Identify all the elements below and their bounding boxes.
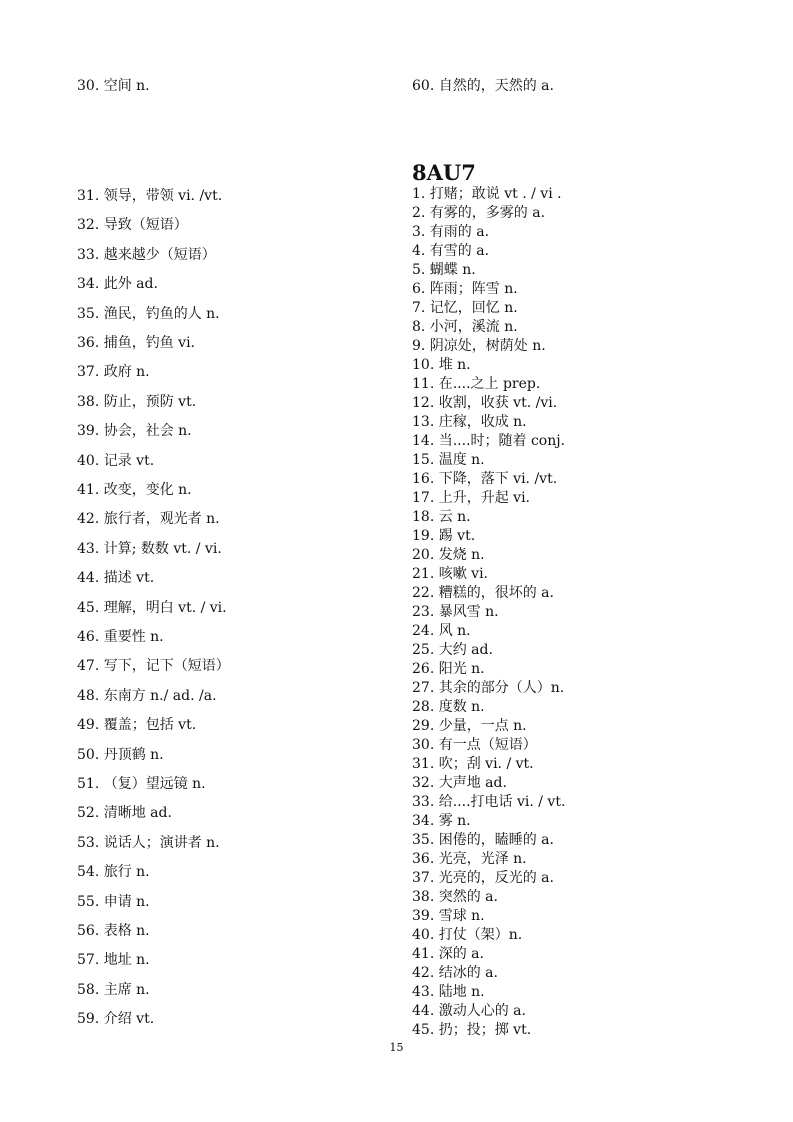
list-item: 43. 计算; 数数 vt. / vi.	[77, 540, 222, 557]
vocab-item-60: 60. 自然的，天然的 a.	[412, 78, 554, 94]
vocab-item-30: 30. 空间 n.	[77, 78, 150, 94]
list-item: 35. 渔民，钓鱼的人 n.	[77, 305, 220, 322]
list-item: 9. 阴凉处，树荫处 n.	[412, 338, 546, 354]
list-item: 2. 有雾的，多雾的 a.	[412, 205, 546, 221]
list-item: 32. 导致（短语）	[77, 217, 188, 234]
list-item: 6. 阵雨；阵雪 n.	[412, 281, 518, 297]
list-item: 34. 雾 n.	[412, 813, 471, 829]
list-item: 55. 申请 n.	[77, 893, 150, 910]
list-item: 58. 主席 n.	[77, 981, 150, 998]
list-item: 3. 有雨的 a.	[412, 224, 490, 240]
list-item: 24. 风 n.	[412, 623, 471, 639]
list-item: 20. 发烧 n.	[412, 547, 485, 563]
list-item: 44. 激动人心的 a.	[412, 1003, 526, 1019]
list-item: 17. 上升，升起 vi.	[412, 490, 531, 506]
list-item: 37. 光亮的，反光的 a.	[412, 870, 554, 886]
list-item: 41. 深的 a.	[412, 946, 484, 962]
list-item: 39. 雪球 n.	[412, 908, 485, 924]
list-item: 59. 介绍 vt.	[77, 1011, 155, 1028]
list-item: 39. 协会，社会 n.	[77, 423, 192, 440]
list-item: 11. 在....之上 prep.	[412, 376, 541, 392]
list-item: 14. 当....时；随着 conj.	[412, 433, 566, 449]
list-item: 38. 突然的 a.	[412, 889, 498, 905]
list-item: 33. 越来越少（短语）	[77, 246, 216, 263]
list-item: 15. 温度 n.	[412, 452, 485, 468]
list-item: 34. 此外 ad.	[77, 276, 158, 293]
list-item: 26. 阳光 n.	[412, 661, 485, 677]
right-vocab-list	[412, 185, 565, 1040]
list-item: 49. 覆盖；包括 vt.	[77, 717, 197, 734]
list-item: 16. 下降，落下 vi. /vt.	[412, 471, 558, 487]
list-item: 45. 理解，明白 vt. / vi.	[77, 599, 227, 616]
list-item: 23. 暴风雪 n.	[412, 604, 499, 620]
list-item: 33. 给....打电话 vi. / vt.	[412, 794, 566, 810]
list-item: 25. 大约 ad.	[412, 642, 493, 658]
list-item: 44. 描述 vt.	[77, 570, 155, 587]
list-item: 4. 有雪的 a.	[412, 243, 490, 259]
list-item: 36. 光亮，光泽 n.	[412, 851, 527, 867]
list-item: 36. 捕鱼，钓鱼 vi.	[77, 335, 196, 351]
list-item: 43. 陆地 n.	[412, 984, 485, 1000]
list-item: 27. 其余的部分（人）n.	[412, 680, 565, 696]
list-item: 31. 领导，带领 vi. /vt.	[77, 188, 223, 204]
list-item: 19. 踢 vt.	[412, 528, 476, 544]
list-item: 5. 蝴蝶 n.	[412, 262, 476, 278]
list-item: 28. 度数 n.	[412, 699, 485, 715]
list-item: 32. 大声地 ad.	[412, 775, 507, 791]
list-item: 10. 堆 n.	[412, 357, 471, 373]
list-item: 54. 旅行 n.	[77, 864, 150, 881]
list-item: 40. 打仗（架）n.	[412, 927, 523, 943]
list-item: 13. 庄稼，收成 n.	[412, 414, 527, 430]
list-item: 37. 政府 n.	[77, 364, 150, 381]
list-item: 29. 少量，一点 n.	[412, 718, 527, 734]
list-item: 30. 有一点（短语）	[412, 737, 537, 753]
list-item: 31. 吹；刮 vi. / vt.	[412, 756, 534, 772]
list-item: 45. 扔；投；掷 vt.	[412, 1022, 532, 1038]
list-item: 50. 丹顶鹤 n.	[77, 746, 164, 763]
list-item: 8. 小河，溪流 n.	[412, 319, 518, 335]
list-item: 35. 困倦的，瞌睡的 a.	[412, 832, 554, 848]
list-item: 42. 结冰的 a.	[412, 965, 498, 981]
list-item: 52. 清晰地 ad.	[77, 805, 172, 822]
list-item: 12. 收割，收获 vt. /vi.	[412, 395, 558, 411]
list-item: 7. 记忆，回忆 n.	[412, 300, 518, 316]
list-item: 46. 重要性 n.	[77, 629, 164, 645]
section-title: 8AU7	[412, 160, 476, 185]
list-item: 21. 咳嗽 vi.	[412, 566, 489, 582]
list-item: 1. 打赌；敢说 vt . / vi .	[412, 186, 562, 202]
list-item: 40. 记录 vt.	[77, 452, 155, 469]
list-item: 57. 地址 n.	[77, 952, 150, 969]
list-item: 51. （复）望远镜 n.	[77, 776, 206, 792]
list-item: 56. 表格 n.	[77, 923, 150, 939]
list-item: 47. 写下，记下（短语）	[77, 658, 230, 675]
list-item: 22. 糟糕的，很坏的 a.	[412, 585, 554, 601]
list-item: 41. 改变，变化 n.	[77, 482, 192, 498]
list-item: 48. 东南方 n./ ad. /a.	[77, 687, 217, 704]
list-item: 53. 说话人；演讲者 n.	[77, 834, 220, 851]
list-item: 42. 旅行者，观光者 n.	[77, 511, 220, 528]
page-number: 15	[389, 1041, 404, 1054]
list-item: 38. 防止，预防 vt.	[77, 393, 197, 410]
list-item: 18. 云 n.	[412, 509, 471, 525]
